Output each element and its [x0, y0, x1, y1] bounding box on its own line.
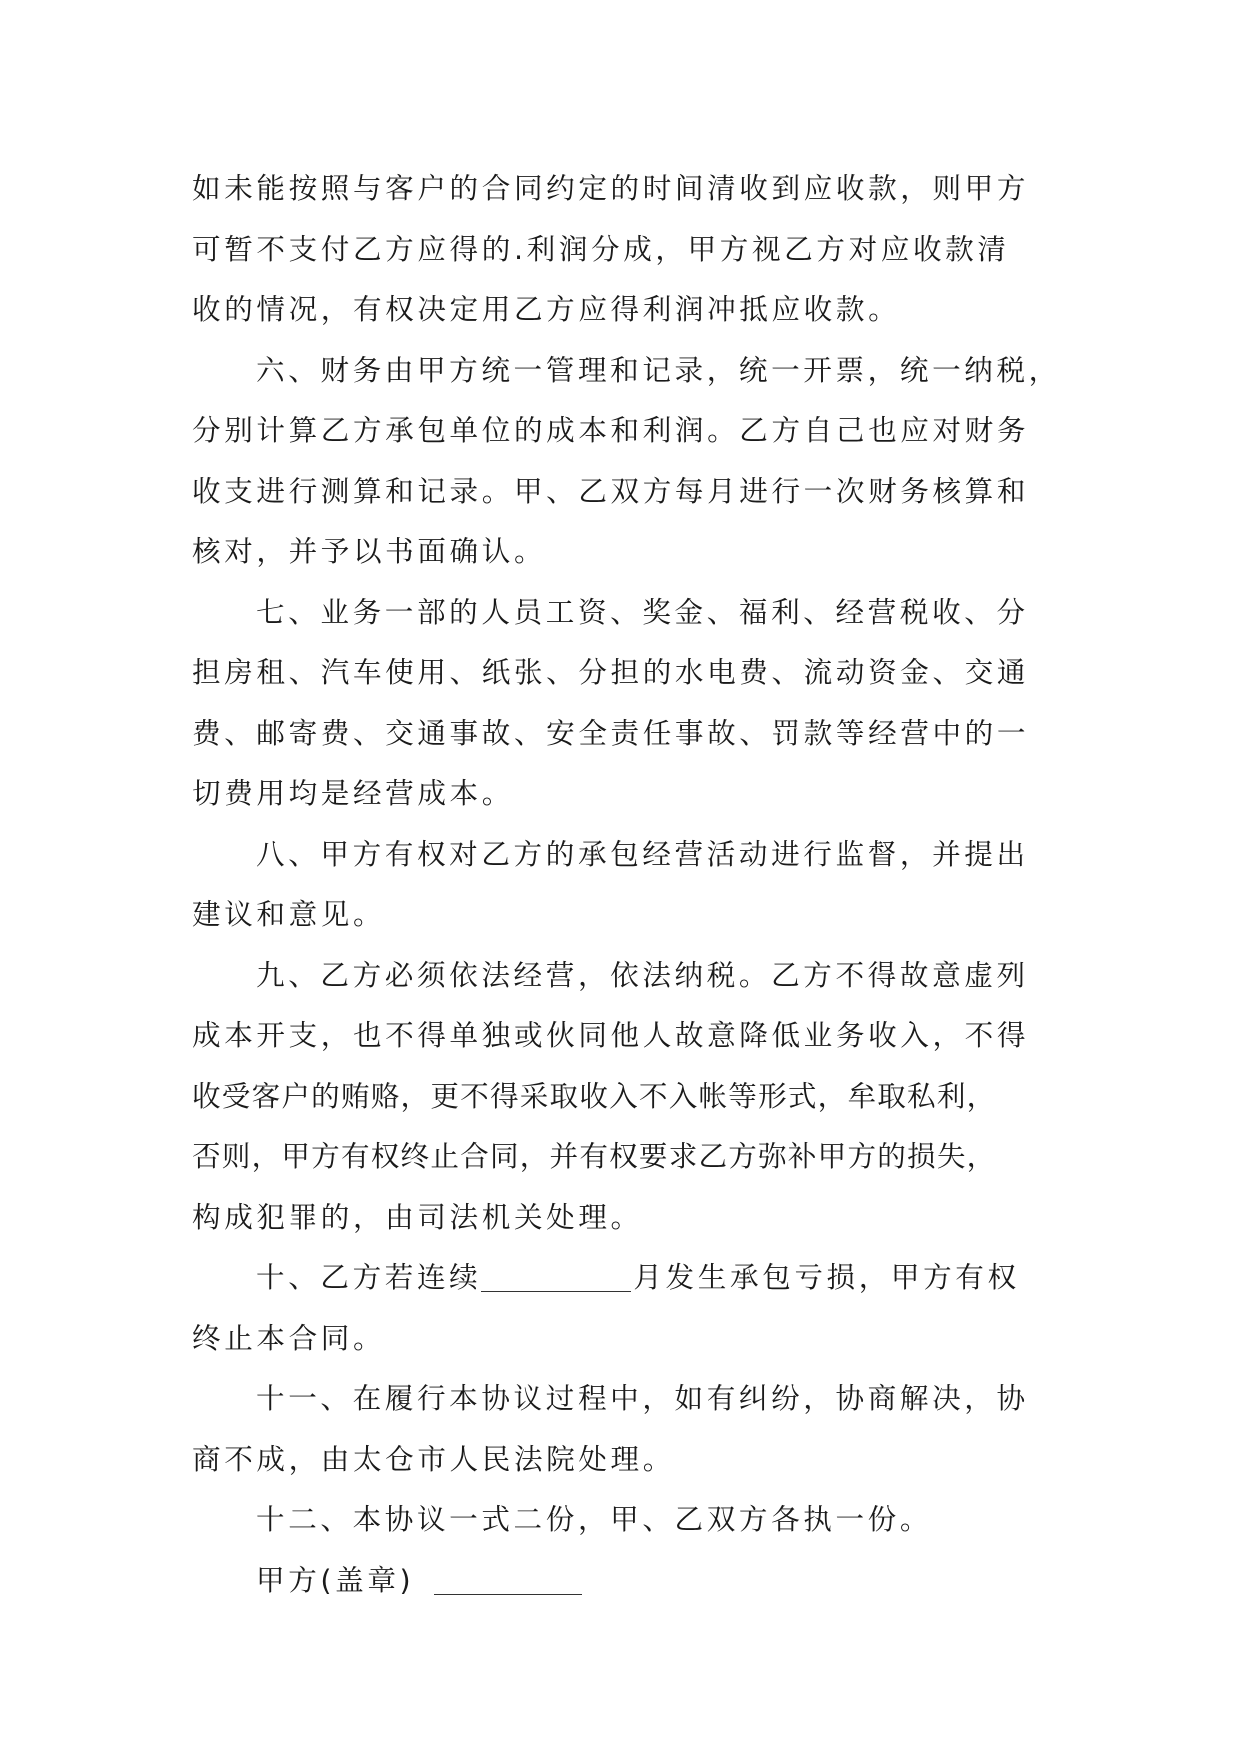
text-line: 十一、在履行本协议过程中，如有纠纷，协商解决，协	[256, 1381, 1029, 1415]
months-blank-field[interactable]	[481, 1261, 631, 1292]
paragraph-continuation	[192, 158, 1052, 340]
text-line: 切费用均是经营成本。	[192, 776, 514, 810]
text-line: 八、甲方有权对乙方的承包经营活动进行监督，并提出	[256, 836, 1029, 871]
text-line: 否则，甲方有权终止合同，并有权要求乙方弥补甲方的损失，	[192, 1139, 997, 1173]
text-line: 商不成，由太仓市人民法院处理。	[192, 1441, 675, 1476]
paragraph-clause-11	[192, 1368, 1052, 1489]
text-line: 如未能按照与客户的合同约定的时间清收到应收款，则甲方	[192, 171, 1030, 205]
text-line: 六、财务由甲方统一管理和记录，统一开票，统一纳税，	[256, 352, 1061, 387]
paragraph-clause-8	[192, 824, 1052, 945]
text-line: 建议和意见。	[192, 897, 386, 931]
text-line: 可暂不支付乙方应得的.利润分成，甲方视乙方对应收款清	[192, 231, 1010, 266]
text-line: 九、乙方必须依法经营，依法纳税。乙方不得故意虚列	[256, 957, 1029, 992]
text-line: 构成犯罪的，由司法机关处理。	[192, 1199, 643, 1234]
signature-block	[192, 1550, 1052, 1611]
paragraph-clause-9	[192, 945, 1052, 1248]
text-line: 核对，并予以书面确认。	[192, 534, 547, 568]
document-body	[192, 158, 1061, 1610]
text-line: 担房租、汽车使用、纸张、分担的水电费、流动资金、交通	[192, 655, 1030, 689]
text-line: 收支进行测算和记录。甲、乙双方每月进行一次财务核算和	[192, 473, 1030, 508]
text-line	[192, 1247, 1052, 1308]
party-a-seal-label: 甲方(盖章)	[256, 1562, 415, 1597]
signature-line	[192, 1550, 1052, 1611]
text-line: 十二、本协议一式二份，甲、乙双方各执一份。	[256, 1502, 933, 1536]
paragraph-clause-7	[192, 582, 1052, 824]
text-line: 分别计算乙方承包单位的成本和利润。乙方自己也应对财务	[192, 413, 1030, 447]
paragraph-clause-6	[192, 340, 1061, 582]
party-a-seal-blank-field[interactable]	[434, 1564, 582, 1595]
text-line: 费、邮寄费、交通事故、安全责任事故、罚款等经营中的一	[192, 715, 1030, 750]
text-line: 收受客户的贿赂，更不得采取收入不入帐等形式，牟取私利，	[192, 1078, 997, 1113]
text-line: 收的情况，有权决定用乙方应得利润冲抵应收款。	[192, 292, 901, 326]
text-line: 七、业务一部的人员工资、奖金、福利、经营税收、分	[256, 594, 1029, 629]
paragraph-clause-10	[192, 1247, 1052, 1368]
text-line: 成本开支，也不得单独或伙同他人故意降低业务收入，不得	[192, 1018, 1030, 1052]
clause-10-text-after-blank: 月发生承包亏损，甲方有权	[633, 1260, 1020, 1294]
clause-10-text-before-blank: 十、乙方若连续	[256, 1260, 482, 1294]
paragraph-clause-12	[192, 1489, 1052, 1550]
text-line: 终止本合同。	[192, 1320, 386, 1355]
